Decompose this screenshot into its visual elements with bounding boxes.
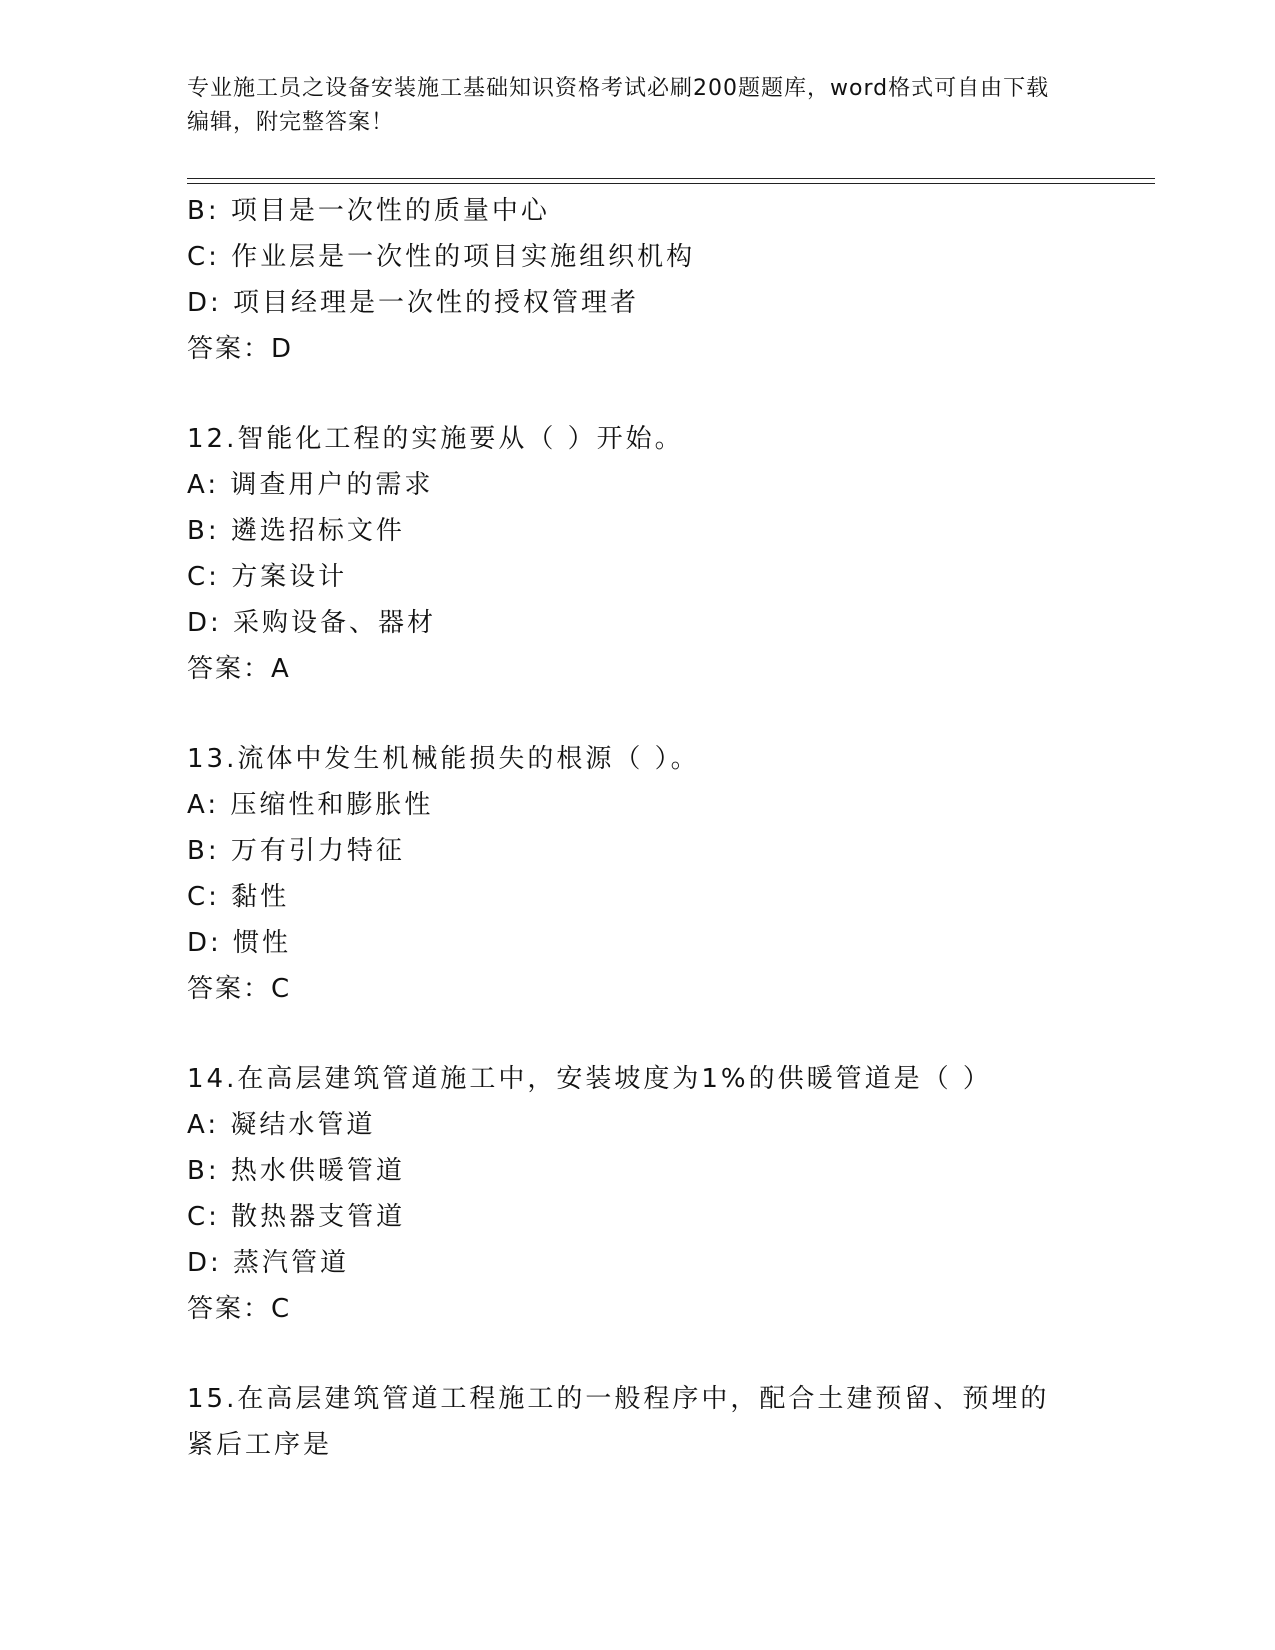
option-b: B: 项目是一次性的质量中心 <box>187 196 550 226</box>
document-body <box>187 188 1087 1468</box>
question-stem: 12.智能化工程的实施要从（ ）开始。 <box>187 424 684 454</box>
document-header: 专业施工员之设备安装施工基础知识资格考试必刷200题题库，word格式可自由下载编辑，附完整答案！ <box>187 76 1050 135</box>
option-b: B: 万有引力特征 <box>187 836 405 866</box>
option-a: A: 压缩性和膨胀性 <box>187 790 434 820</box>
partial-question <box>187 188 1087 372</box>
option-d: D: 项目经理是一次性的授权管理者 <box>187 288 640 318</box>
option-c: C: 散热器支管道 <box>187 1202 406 1232</box>
question-14 <box>187 1056 1087 1332</box>
option-b: B: 热水供暖管道 <box>187 1156 405 1186</box>
option-b: B: 遴选招标文件 <box>187 516 405 546</box>
option-c: C: 作业层是一次性的项目实施组织机构 <box>187 242 696 272</box>
question-13 <box>187 736 1087 1012</box>
option-d: D: 采购设备、器材 <box>187 608 437 638</box>
option-c: C: 方案设计 <box>187 562 348 592</box>
question-12 <box>187 416 1087 692</box>
question-stem: 13.流体中发生机械能损失的根源（ ）。 <box>187 744 700 774</box>
answer-line: 答案：A <box>187 654 291 684</box>
option-a: A: 凝结水管道 <box>187 1110 376 1140</box>
option-d: D: 蒸汽管道 <box>187 1248 350 1278</box>
header-rule-bottom <box>187 183 1155 184</box>
option-c: C: 黏性 <box>187 882 290 912</box>
header-rule-top <box>187 178 1155 179</box>
answer-line: 答案：C <box>187 1294 292 1324</box>
answer-line: 答案：C <box>187 974 292 1004</box>
answer-line: 答案：D <box>187 334 294 364</box>
question-stem: 14.在高层建筑管道施工中，安装坡度为1%的供暖管道是（ ） <box>187 1064 992 1094</box>
question-stem: 15.在高层建筑管道工程施工的一般程序中，配合土建预留、预埋的紧后工序是 <box>187 1384 1050 1460</box>
option-a: A: 调查用户的需求 <box>187 470 434 500</box>
option-d: D: 惯性 <box>187 928 292 958</box>
question-15 <box>187 1376 1087 1468</box>
